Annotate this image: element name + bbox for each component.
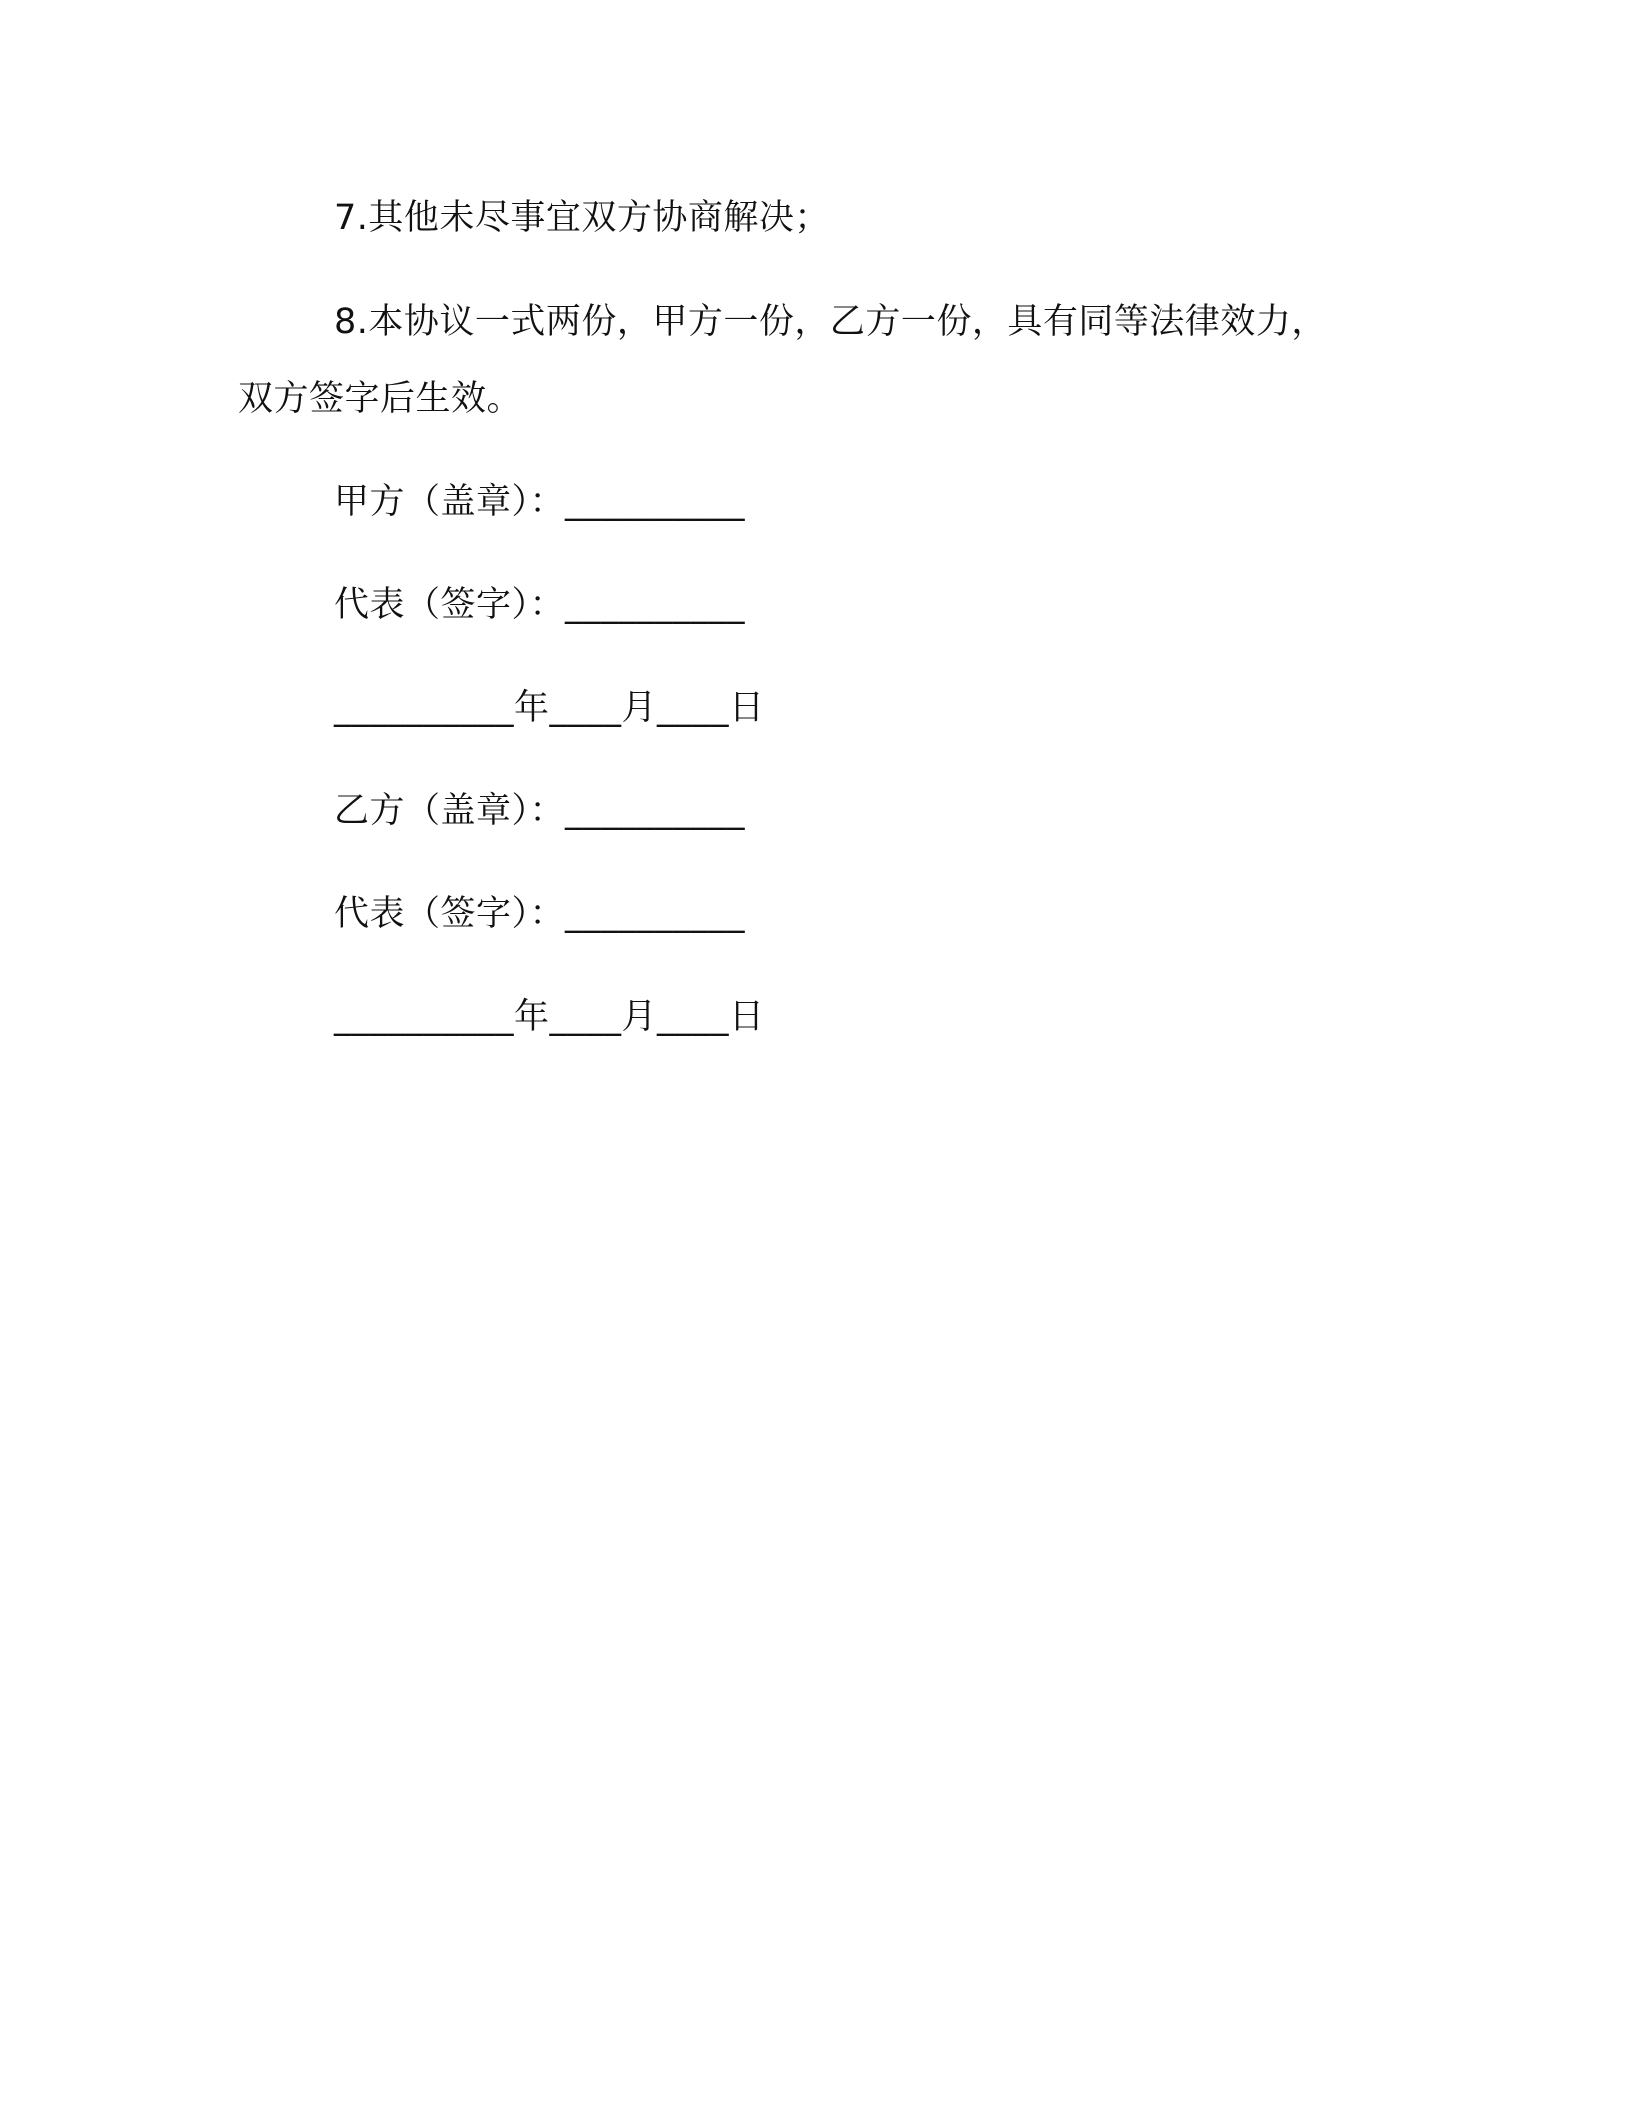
party-b-seal-line: 乙方（盖章）：__________ xyxy=(334,791,746,831)
party-b-representative-line: 代表（签字）：__________ xyxy=(334,894,746,934)
party-a-date-line: __________年____月____日 xyxy=(334,688,765,728)
party-b-date-line: __________年____月____日 xyxy=(334,997,765,1037)
clause-7: 7.其他未尽事宜双方协商解决； xyxy=(334,198,830,238)
clause-8-continuation: 双方签字后生效。 xyxy=(238,379,523,419)
party-a-seal-line: 甲方（盖章）：__________ xyxy=(334,482,746,522)
clause-8: 8.本协议一式两份，甲方一份，乙方一份，具有同等法律效力， xyxy=(334,302,1327,342)
party-a-representative-line: 代表（签字）：__________ xyxy=(334,585,746,625)
